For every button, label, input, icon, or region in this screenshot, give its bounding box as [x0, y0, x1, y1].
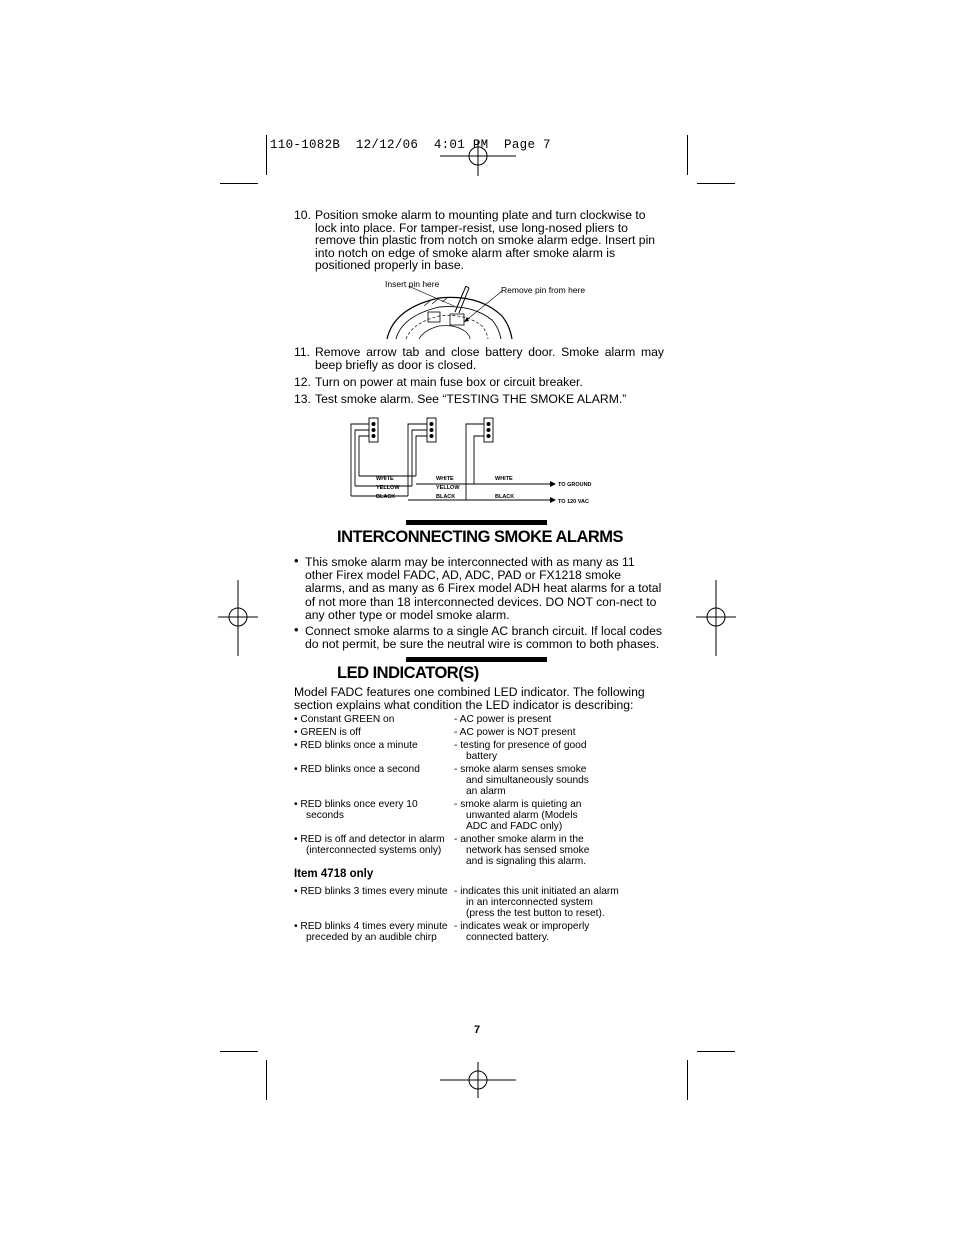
registration-mark-right-icon [696, 580, 736, 656]
led-description: and is signaling this alarm. [466, 856, 587, 867]
item-4718-heading: Item 4718 only [294, 868, 374, 880]
wire-label-black-2: BLACK [436, 494, 456, 500]
wire-label-white-2: WHITE [436, 476, 454, 482]
step-11 [294, 346, 664, 371]
wire-label-white-1: WHITE [376, 476, 394, 482]
wire-label-black-1: BLACK [376, 494, 396, 500]
bullet-interconnect-1 [294, 553, 664, 622]
crop-mark-top-left-horizontal [220, 183, 258, 184]
led-description: and simultaneously sounds [466, 775, 589, 786]
led-condition: • RED blinks 3 times every minute [294, 886, 448, 897]
smoke-alarm-mounting-illustration [384, 286, 524, 340]
wire-label-to-ground: TO GROUND [558, 482, 592, 488]
print-slug-line: 110-1082B 12/12/06 4:01 PM Page 7 [270, 138, 551, 152]
led-condition: • RED blinks 4 times every minute [294, 921, 448, 932]
led-description: network has sensed smoke [466, 845, 590, 856]
led-description: battery [466, 751, 498, 762]
led-description: - smoke alarm senses smoke [454, 764, 587, 775]
step-number: 12. [294, 375, 311, 389]
led-description: - testing for presence of good [454, 740, 587, 751]
pin-figure-label-insert: Insert pin here [385, 279, 440, 289]
section-title-interconnect: INTERCONNECTING SMOKE ALARMS [337, 528, 624, 546]
led-description: - indicates this unit initiated an alarm [454, 886, 619, 897]
registration-mark-left-icon [218, 580, 258, 656]
led-description: connected battery. [466, 932, 550, 943]
bullet-dot: • [294, 622, 299, 637]
registration-mark-bottom-icon [440, 1062, 516, 1098]
led-description: unwanted alarm (Models [466, 810, 578, 821]
bullet-text: This smoke alarm may be interconnected with as many as 11 other Firex model FADC, AD, ADC, PAD or FX1218 smoke alarms, and as many as 6 Firex model ADH heat alarms for a total of not more than 18 interconnected devices. DO NOT con-nect to any other type or model smoke alarm. [305, 555, 662, 622]
crop-mark-bottom-right-horizontal [697, 1051, 735, 1052]
wire-label-yellow-1: YELLOW [376, 485, 400, 491]
led-condition: • RED blinks once every 10 [294, 799, 418, 810]
led-condition: (interconnected systems only) [306, 845, 442, 856]
step-text: Position smoke alarm to mounting plate and turn clockwise to lock into place. For tamper-resist, use long-nosed pliers to remove thin plastic from notch on smoke alarm edge. Insert pin into notch on edge of smoke alarm after smoke alarm is positioned properly in base. [315, 208, 656, 273]
page-number: 7 [474, 1024, 481, 1036]
led-condition: • RED blinks once a second [294, 764, 420, 775]
crop-mark-top-left-vertical [266, 135, 267, 175]
crop-mark-bottom-right-vertical [687, 1060, 688, 1100]
led-intro: Model FADC features one combined LED indicator. The following section explains what condition the LED indicator is describing: [294, 685, 645, 712]
crop-mark-top-right-vertical [687, 135, 688, 175]
bullet-interconnect-2 [294, 622, 664, 652]
crop-mark-bottom-left-vertical [266, 1060, 267, 1100]
led-condition: seconds [306, 810, 344, 821]
section-rule-interconnect [406, 520, 547, 525]
crop-mark-top-right-horizontal [697, 183, 735, 184]
led-description: - AC power is present [454, 714, 552, 725]
led-description: - indicates weak or improperly [454, 921, 590, 932]
led-condition: preceded by an audible chirp [306, 932, 437, 943]
step-text: Turn on power at main fuse box or circuit breaker. [315, 375, 583, 389]
led-description: (press the test button to reset). [466, 908, 605, 919]
wire-label-yellow-2: YELLOW [436, 485, 460, 491]
step-number: 11. [294, 345, 311, 359]
step-12 [294, 376, 664, 389]
step-number: 13. [294, 392, 311, 406]
led-description: an alarm [466, 786, 506, 797]
led-condition: • RED is off and detector in alarm [294, 834, 445, 845]
led-description: - another smoke alarm in the [454, 834, 584, 845]
step-10 [294, 209, 664, 272]
section-rule-led [406, 657, 547, 662]
step-number: 10. [294, 208, 311, 222]
section-title-led: LED INDICATOR(S) [337, 664, 479, 682]
led-condition: • RED blinks once a minute [294, 740, 418, 751]
wire-label-black-3: BLACK [495, 494, 515, 500]
step-13 [294, 393, 664, 406]
led-description: - AC power is NOT present [454, 727, 576, 738]
led-condition: • GREEN is off [294, 727, 361, 738]
bullet-text: Connect smoke alarms to a single AC branch circuit. If local codes do not permit, be sure the neutral wire is common to both phases. [305, 624, 662, 652]
led-condition: • Constant GREEN on [294, 714, 395, 725]
crop-mark-bottom-left-horizontal [220, 1051, 258, 1052]
bullet-dot: • [294, 553, 299, 568]
led-description: ADC and FADC only) [466, 821, 563, 832]
wire-label-white-3: WHITE [495, 476, 513, 482]
pin-figure-label-remove: Remove pin from here [501, 285, 586, 295]
wire-label-to-120vac: TO 120 VAC [558, 499, 589, 505]
led-description: - smoke alarm is quieting an [454, 799, 582, 810]
interconnect-wiring-diagram [345, 416, 605, 508]
step-text: Remove arrow tab and close battery door. Smoke alarm may beep briefly as door is closed. [315, 345, 664, 372]
step-text: Test smoke alarm. See “TESTING THE SMOKE ALARM.” [315, 392, 627, 406]
led-description: in an interconnected system [466, 897, 593, 908]
